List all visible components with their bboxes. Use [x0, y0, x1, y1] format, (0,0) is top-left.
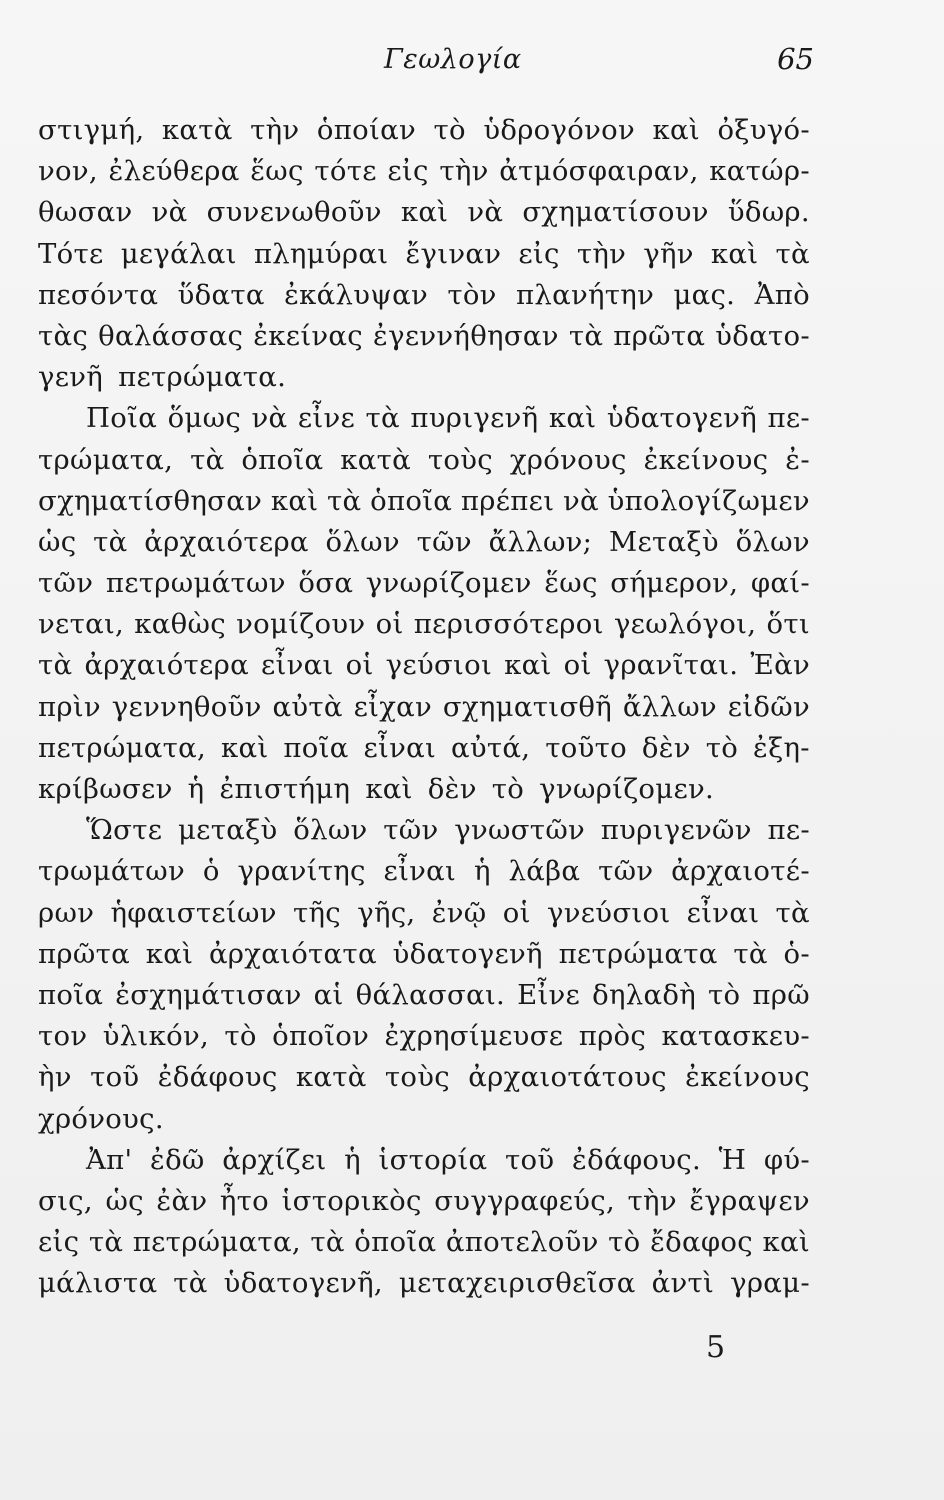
text-line: νεται, καθὼς νομίζουν οἱ περισσότεροι γεωλόγοι, ὅτι — [38, 608, 810, 641]
text-line: μάλιστα τὰ ὑδατογενῆ, μεταχειρισθεῖσα ἀντὶ γραμ- — [38, 1267, 810, 1300]
text-line: σχηματίσθησαν καὶ τὰ ὁποῖα πρέπει νὰ ὑπολογίζωμεν — [38, 484, 810, 517]
text-line: ὴν τοῦ ἐδάφους κατὰ τοὺς ἀρχαιοτάτους ἐκείνους — [38, 1061, 810, 1094]
text-line: πρῶτα καὶ ἀρχαιότατα ὑδατογενῆ πετρώματα τὰ ὁ- — [38, 937, 810, 970]
text-line: Τότε μεγάλαι πλημύραι ἔγιναν εἰς τὴν γῆν καὶ τὰ — [38, 237, 810, 270]
text-line: πετρώματα, καὶ ποῖα εἶναι αὐτά, τοῦτο δὲν τὸ ἐξη- — [38, 731, 810, 764]
body-text — [38, 110, 810, 1304]
text-line: γενῆ πετρώματα. — [38, 361, 287, 394]
text-line: τον ὑλικόν, τὸ ὁποῖον ἐχρησίμευσε πρὸς κατασκευ- — [38, 1020, 810, 1053]
text-line: ὡς τὰ ἀρχαιότερα ὅλων τῶν ἄλλων; Μεταξὺ ὅλων — [38, 525, 810, 558]
text-line: τὰ ἀρχαιότερα εἶναι οἱ γεύσιοι καὶ οἱ γρανῖται. Ἐὰν — [38, 649, 810, 682]
text-line: τρώματα, τὰ ὁποῖα κατὰ τοὺς χρόνους ἐκείνους ἐ- — [38, 443, 810, 476]
text-line: τρωμάτων ὁ γρανίτης εἶναι ἡ λάβα τῶν ἀρχαιοτέ- — [38, 855, 810, 888]
text-line: πρὶν γεννηθοῦν αὐτὰ εἶχαν σχηματισθῆ ἄλλων εἰδῶν — [38, 690, 810, 723]
text-line: χρόνους. — [38, 1102, 164, 1135]
text-line: τῶν πετρωμάτων ὅσα γνωρίζομεν ἕως σήμερον, φαί- — [38, 567, 810, 600]
text-line: Ἀπ' ἐδῶ ἀρχίζει ἡ ἱστορία τοῦ ἐδάφους. Ἡ φύ- — [86, 1143, 810, 1176]
text-line: τὰς θαλάσσας ἐκείνας ἐγεννήθησαν τὰ πρῶτα ὑδατο- — [38, 319, 810, 352]
text-line: Ποῖα ὅμως νὰ εἶνε τὰ πυριγενῆ καὶ ὑδατογενῆ πε- — [86, 402, 810, 435]
text-line: Ὥστε μεταξὺ ὅλων τῶν γνωστῶν πυριγενῶν πε- — [86, 814, 810, 847]
text-line: στιγμή, κατὰ τὴν ὁποίαν τὸ ὑδρογόνον καὶ ὀξυγό- — [38, 114, 810, 146]
text-line: ποῖα ἐσχημάτισαν αἱ θάλασσαι. Εἶνε δηλαδὴ τὸ πρῶ — [38, 978, 810, 1011]
text-line: κρίβωσεν ἡ ἐπιστήμη καὶ δὲν τὸ γνωρίζομεν. — [38, 773, 715, 805]
text-line: ρων ἡφαιστείων τῆς γῆς, ἐνῷ οἱ γνεύσιοι εἶναι τὰ — [38, 896, 810, 929]
text-line: σις, ὡς ἐὰν ἦτο ἱστορικὸς συγγραφεύς, τὴν ἔγραψεν — [38, 1184, 810, 1217]
text-line: νον, ἐλεύθερα ἕως τότε εἰς τὴν ἀτμόσφαιραν, κατώρ- — [38, 155, 810, 188]
text-line: εἰς τὰ πετρώματα, τὰ ὁποῖα ἀποτελοῦν τὸ ἔδαφος καὶ — [38, 1226, 810, 1259]
running-head — [0, 40, 944, 80]
signature-mark: 5 — [706, 1330, 726, 1365]
text-line: θωσαν νὰ συνενωθοῦν καὶ νὰ σχηματίσουν ὕδωρ. — [38, 196, 810, 229]
running-title: Γεωλογία — [384, 44, 522, 75]
text-line: πεσόντα ὕδατα ἐκάλυψαν τὸν πλανήτην μας. Ἀπὸ — [38, 278, 810, 311]
page-number: 65 — [777, 42, 814, 76]
